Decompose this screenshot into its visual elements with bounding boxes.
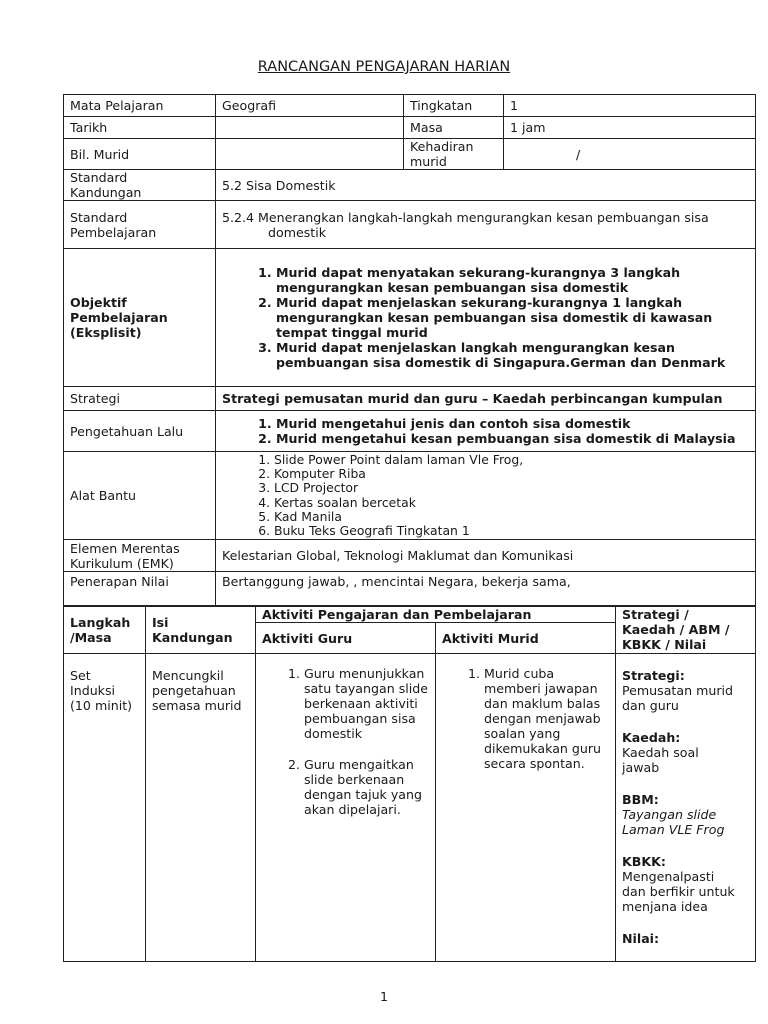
label-nilai-text: Penerapan Nilai [70, 574, 169, 589]
nilai-heading: Nilai: [622, 931, 660, 946]
value-standard-pembelajaran [216, 201, 756, 249]
strategi-line1: Pemusatan murid [622, 683, 733, 698]
kbkk-line3: menjana idea [622, 899, 708, 914]
header-strategi-line3: KBKK / Nilai [622, 637, 707, 652]
label-standard-pembelajaran [64, 201, 216, 249]
label-objektif-line3: (Eksplisit) [70, 325, 142, 340]
murid-list [442, 666, 609, 771]
label-strategi: Strategi [64, 387, 216, 411]
value-bil-murid [216, 139, 404, 170]
alat-bantu-item: 1. Slide Power Point dalam laman Vle Frog, [274, 453, 749, 467]
strategi-heading: Strategi: [622, 668, 685, 683]
label-objektif-line2: Pembelajaran [70, 310, 168, 325]
sp-line2: domestik [268, 224, 327, 240]
kbkk-line2: dan berfikir untuk [622, 884, 735, 899]
label-pengetahuan-lalu: Pengetahuan Lalu [64, 411, 216, 452]
header-langkah [64, 606, 146, 654]
value-tarikh [216, 117, 404, 139]
header-langkah-line2: /Masa [70, 629, 112, 645]
label-emk-line1: Elemen Merentas [70, 540, 180, 556]
kaedah-line2: jawab [622, 760, 660, 775]
pengetahuan-item: 2. Murid mengetahui kesan pembuangan sisa domestik di Malaysia [276, 431, 749, 446]
cell-isi [146, 654, 256, 962]
label-bil-murid: Bil. Murid [64, 139, 216, 170]
strategi-line2: dan guru [622, 698, 679, 713]
isi-line2: pengetahuan [152, 683, 236, 698]
header-langkah-line1: Langkah [70, 614, 131, 630]
guru-item: 2. Guru mengaitkan slide berkenaan dengan tajuk yang akan dipelajari. [304, 757, 429, 817]
header-aktiviti-guru: Aktiviti Guru [256, 623, 436, 654]
label-kehadiran [404, 139, 504, 170]
langkah-line3: (10 minit) [70, 698, 133, 713]
alat-bantu-item: 5. Kad Manila [274, 510, 749, 524]
header-aktiviti-murid: Aktiviti Murid [436, 623, 616, 654]
kehadiran-slash: / [576, 146, 581, 162]
objektif-item: 2. Murid dapat menjelaskan sekurang-kurangnya 1 langkah mengurangkan kesan pembuangan sisa domestik di kawasan tempat tinggal murid [276, 295, 749, 340]
sp-line1: 5.2.4 Menerangkan langkah-langkah mengurangkan kesan pembuangan sisa [222, 209, 709, 225]
cell-strategi [616, 654, 756, 962]
value-strategi: Strategi pemusatan murid dan guru – Kaedah perbincangan kumpulan [216, 387, 756, 411]
guru-item: 1. Guru menunjukkan satu tayangan slide berkenaan aktiviti pembuangan sisa domestik [304, 666, 429, 741]
page-title: RANCANGAN PENGAJARAN HARIAN [257, 59, 511, 75]
lesson-activity-table [63, 605, 756, 962]
kaedah-line1: Kaedah soal [622, 745, 699, 760]
header-aktiviti: Aktiviti Pengajaran dan Pembelajaran [256, 606, 616, 623]
label-tingkatan: Tingkatan [404, 95, 504, 117]
header-strategi-line2: Kaedah / ABM / [622, 622, 730, 637]
cell-aktiviti-guru [256, 654, 436, 962]
kbkk-line1: Mengenalpasti [622, 869, 715, 884]
lesson-info-table [63, 94, 756, 607]
value-mata-pelajaran: Geografi [216, 95, 404, 117]
value-pengetahuan-lalu [216, 411, 756, 452]
murid-item: 1. Murid cuba memberi jawapan dan maklum balas dengan menjawab soalan yang dikemukakan guru secara spontan. [484, 666, 609, 771]
value-objektif [216, 249, 756, 387]
isi-line1: Mencungkil [152, 668, 224, 683]
alat-bantu-item: 2. Komputer Riba [274, 467, 749, 481]
value-alat-bantu [216, 452, 756, 540]
label-tarikh: Tarikh [64, 117, 216, 139]
cell-langkah [64, 654, 146, 962]
value-masa: 1 jam [504, 117, 756, 139]
header-isi-line1: Isi [152, 614, 169, 630]
label-kehadiran-line1: Kehadiran [410, 139, 474, 154]
alat-bantu-item: 4. Kertas soalan bercetak [274, 496, 749, 510]
cell-aktiviti-murid [436, 654, 616, 962]
kaedah-heading: Kaedah: [622, 730, 681, 745]
langkah-line1: Set [70, 668, 91, 683]
objektif-item: 3. Murid dapat menjelaskan langkah mengurangkan kesan pembuangan sisa domestik di Singapura.German dan Denmark [276, 340, 749, 370]
label-kehadiran-line2: murid [410, 154, 447, 169]
bbm-line1: Tayangan slide [622, 807, 717, 822]
label-mata-pelajaran: Mata Pelajaran [64, 95, 216, 117]
alat-bantu-list [222, 453, 749, 539]
alat-bantu-item: 6. Buku Teks Geografi Tingkatan 1 [274, 524, 749, 538]
label-penerapan-nilai [64, 572, 216, 607]
value-emk: Kelestarian Global, Teknologi Maklumat dan Komunikasi [216, 540, 756, 572]
label-objektif [64, 249, 216, 387]
label-sp-line2: Pembelajaran [70, 224, 157, 240]
pengetahuan-list [222, 416, 749, 446]
header-isi [146, 606, 256, 654]
header-strategi-line1: Strategi / [622, 607, 689, 622]
label-emk [64, 540, 216, 572]
objektif-item: 1. Murid dapat menyatakan sekurang-kurangnya 3 langkah mengurangkan kesan pembuangan sisa domestik [276, 265, 749, 295]
objektif-list [222, 265, 749, 370]
label-sp-line1: Standard [70, 209, 128, 225]
nilai-text: Bertanggung jawab, , mencintai Negara, bekerja sama, [222, 574, 571, 589]
label-standard-kandungan [64, 170, 216, 201]
value-penerapan-nilai [216, 572, 756, 607]
isi-line3: semasa murid [152, 698, 242, 713]
value-tingkatan: 1 [504, 95, 756, 117]
label-alat-bantu: Alat Bantu [64, 452, 216, 540]
bbm-heading: BBM: [622, 792, 659, 807]
label-masa: Masa [404, 117, 504, 139]
guru-list [262, 666, 429, 817]
pengetahuan-item: 1. Murid mengetahui jenis dan contoh sisa domestik [276, 416, 749, 431]
value-standard-kandungan: 5.2 Sisa Domestik [216, 170, 756, 201]
page-number: 1 [379, 989, 388, 1004]
label-sk-line1: Standard [70, 170, 128, 185]
header-strategi [616, 606, 756, 654]
value-kehadiran [504, 139, 756, 170]
label-sk-line2: Kandungan [70, 185, 142, 200]
bbm-line2: Laman VLE Frog [622, 822, 725, 837]
label-emk-line2: Kurikulum (EMK) [70, 555, 174, 571]
langkah-line2: Induksi [70, 683, 116, 698]
label-objektif-line1: Objektif [70, 295, 127, 310]
header-isi-line2: Kandungan [152, 629, 233, 645]
alat-bantu-item: 3. LCD Projector [274, 481, 749, 495]
kbkk-heading: KBKK: [622, 854, 666, 869]
